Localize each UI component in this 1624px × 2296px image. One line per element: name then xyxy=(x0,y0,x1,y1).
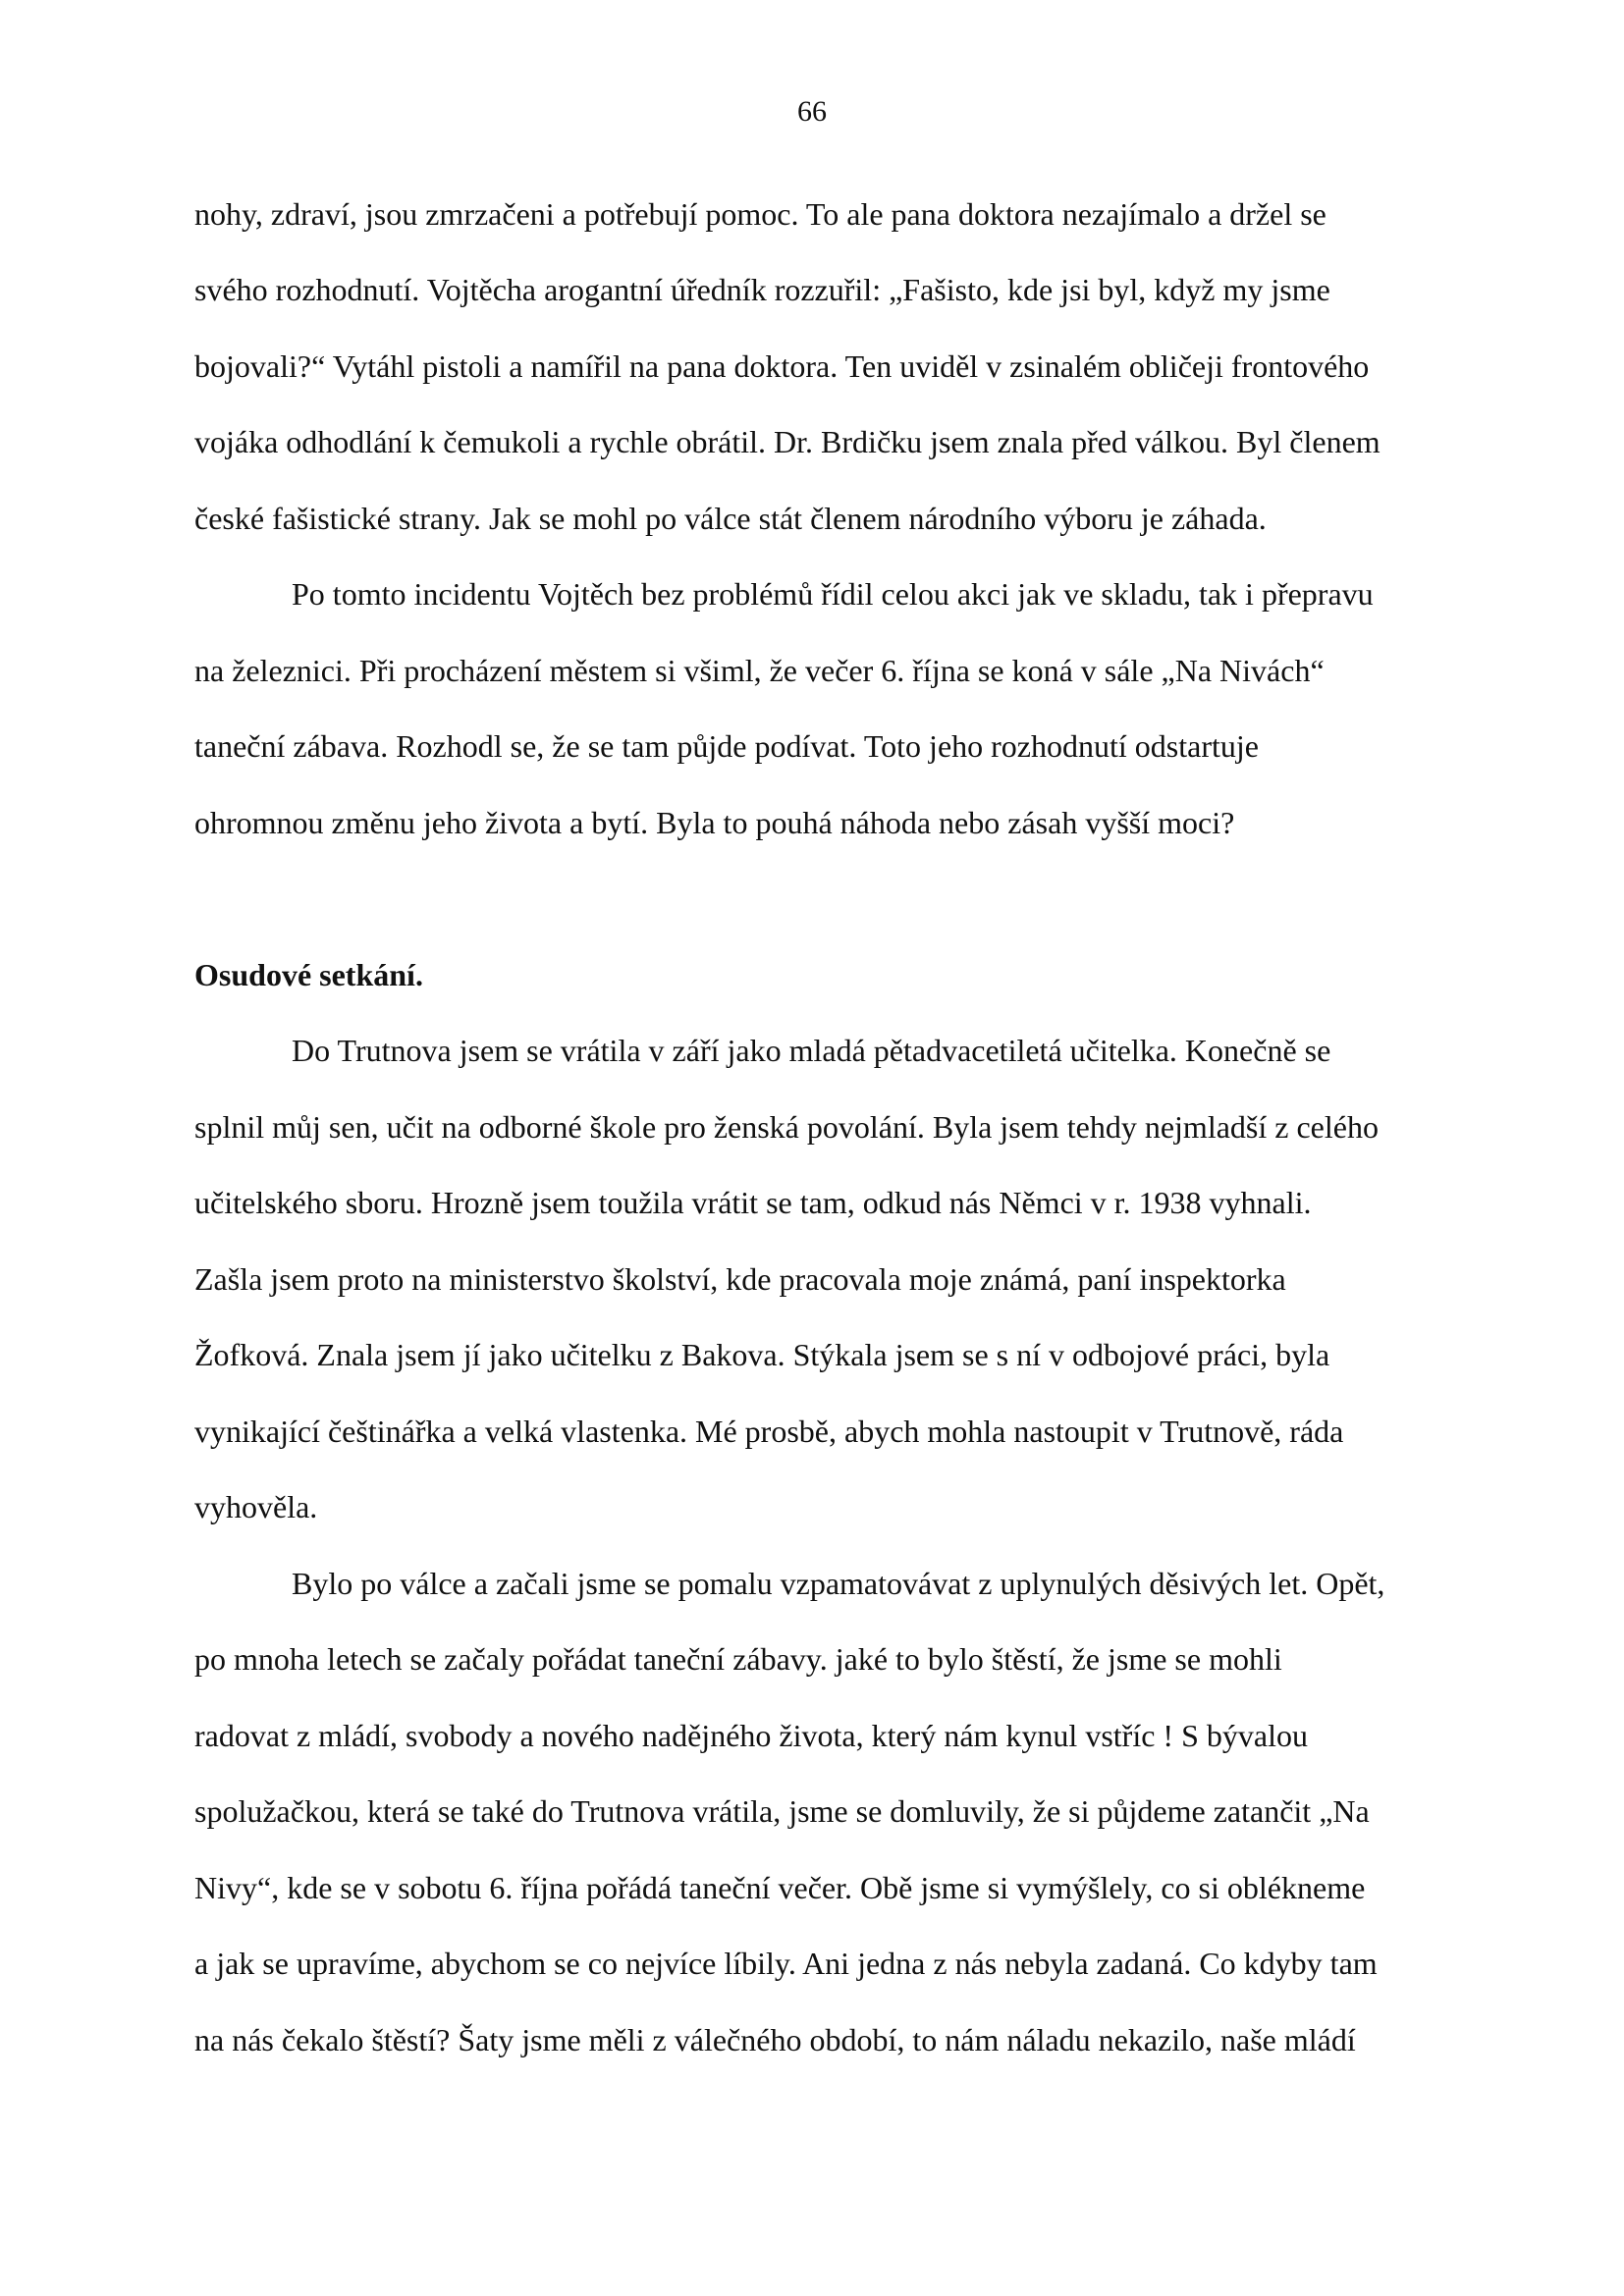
text-line: po mnoha letech se začaly pořádat taneční zábavy. jaké to bylo štěstí, že jsme se mohli xyxy=(194,1641,1282,1677)
text-line: taneční zábava. Rozhodl se, že se tam půjde podívat. Toto jeho rozhodnutí odstartuje xyxy=(194,728,1259,764)
section-heading: Osudové setkání. xyxy=(194,957,423,992)
text-line: bojovali?“ Vytáhl pistoli a namířil na pana doktora. Ten uviděl v zsinalém obličeji frontového xyxy=(194,348,1370,384)
text-line: vyhověla. xyxy=(194,1489,318,1524)
text-line: české fašistické strany. Jak se mohl po válce stát členem národního výboru je záhada. xyxy=(194,501,1267,536)
text-line: spolužačkou, která se také do Trutnova vrátila, jsme se domluvily, že si půjdeme zatančit „Na xyxy=(194,1793,1370,1829)
text-line: a jak se upravíme, abychom se co nejvíce líbily. Ani jedna z nás nebyla zadaná. Co kdyby tam xyxy=(194,1946,1378,1981)
page-number: 66 xyxy=(797,95,827,128)
text-line: radovat z mládí, svobody a nového nadějného života, který nám kynul vstříc ! S bývalou xyxy=(194,1718,1308,1753)
text-line: vynikající češtinářka a velká vlastenka. Mé prosbě, abych mohla nastoupit v Trutnově, ráda xyxy=(194,1414,1344,1449)
text-line: na železnici. Při procházení městem si všiml, že večer 6. října se koná v sále „Na Nivách“ xyxy=(194,653,1325,688)
text-line: nohy, zdraví, jsou zmrzačeni a potřebují pomoc. To ale pana doktora nezajímalo a držel se xyxy=(194,196,1326,232)
text-line: Žofková. Znala jsem jí jako učitelku z Bakova. Stýkala jsem se s ní v odbojové práci, byla xyxy=(194,1337,1330,1372)
text-line: na nás čekalo štěstí? Šaty jsme měli z válečného období, to nám náladu nekazilo, naše mládí xyxy=(194,2022,1356,2057)
text-line: vojáka odhodlání k čemukoli a rychle obrátil. Dr. Brdičku jsem znala před válkou. Byl členem xyxy=(194,424,1380,459)
text-line: svého rozhodnutí. Vojtěcha arogantní úředník rozzuřil: „Fašisto, kde jsi byl, když my jsme xyxy=(194,272,1330,307)
text-line: splnil můj sen, učit na odborné škole pro ženská povolání. Byla jsem tehdy nejmladší z celého xyxy=(194,1109,1379,1145)
text-line: ohromnou změnu jeho života a bytí. Byla to pouhá náhoda nebo zásah vyšší moci? xyxy=(194,805,1235,840)
text-line: Bylo po válce a začali jsme se pomalu vzpamatovávat z uplynulých děsivých let. Opět, xyxy=(292,1566,1385,1601)
text-line: Zašla jsem proto na ministerstvo školství, kde pracovala moje známá, paní inspektorka xyxy=(194,1261,1286,1297)
text-line: učitelského sboru. Hrozně jsem toužila vrátit se tam, odkud nás Němci v r. 1938 vyhnali. xyxy=(194,1185,1312,1220)
text-line: Nivy“, kde se v sobotu 6. října pořádá taneční večer. Obě jsme si vymýšlely, co si oblékneme xyxy=(194,1870,1366,1905)
text-line: Po tomto incidentu Vojtěch bez problémů řídil celou akci jak ve skladu, tak i přepravu xyxy=(292,576,1374,612)
text-line: Do Trutnova jsem se vrátila v září jako mladá pětadvacetiletá učitelka. Konečně se xyxy=(292,1033,1331,1068)
